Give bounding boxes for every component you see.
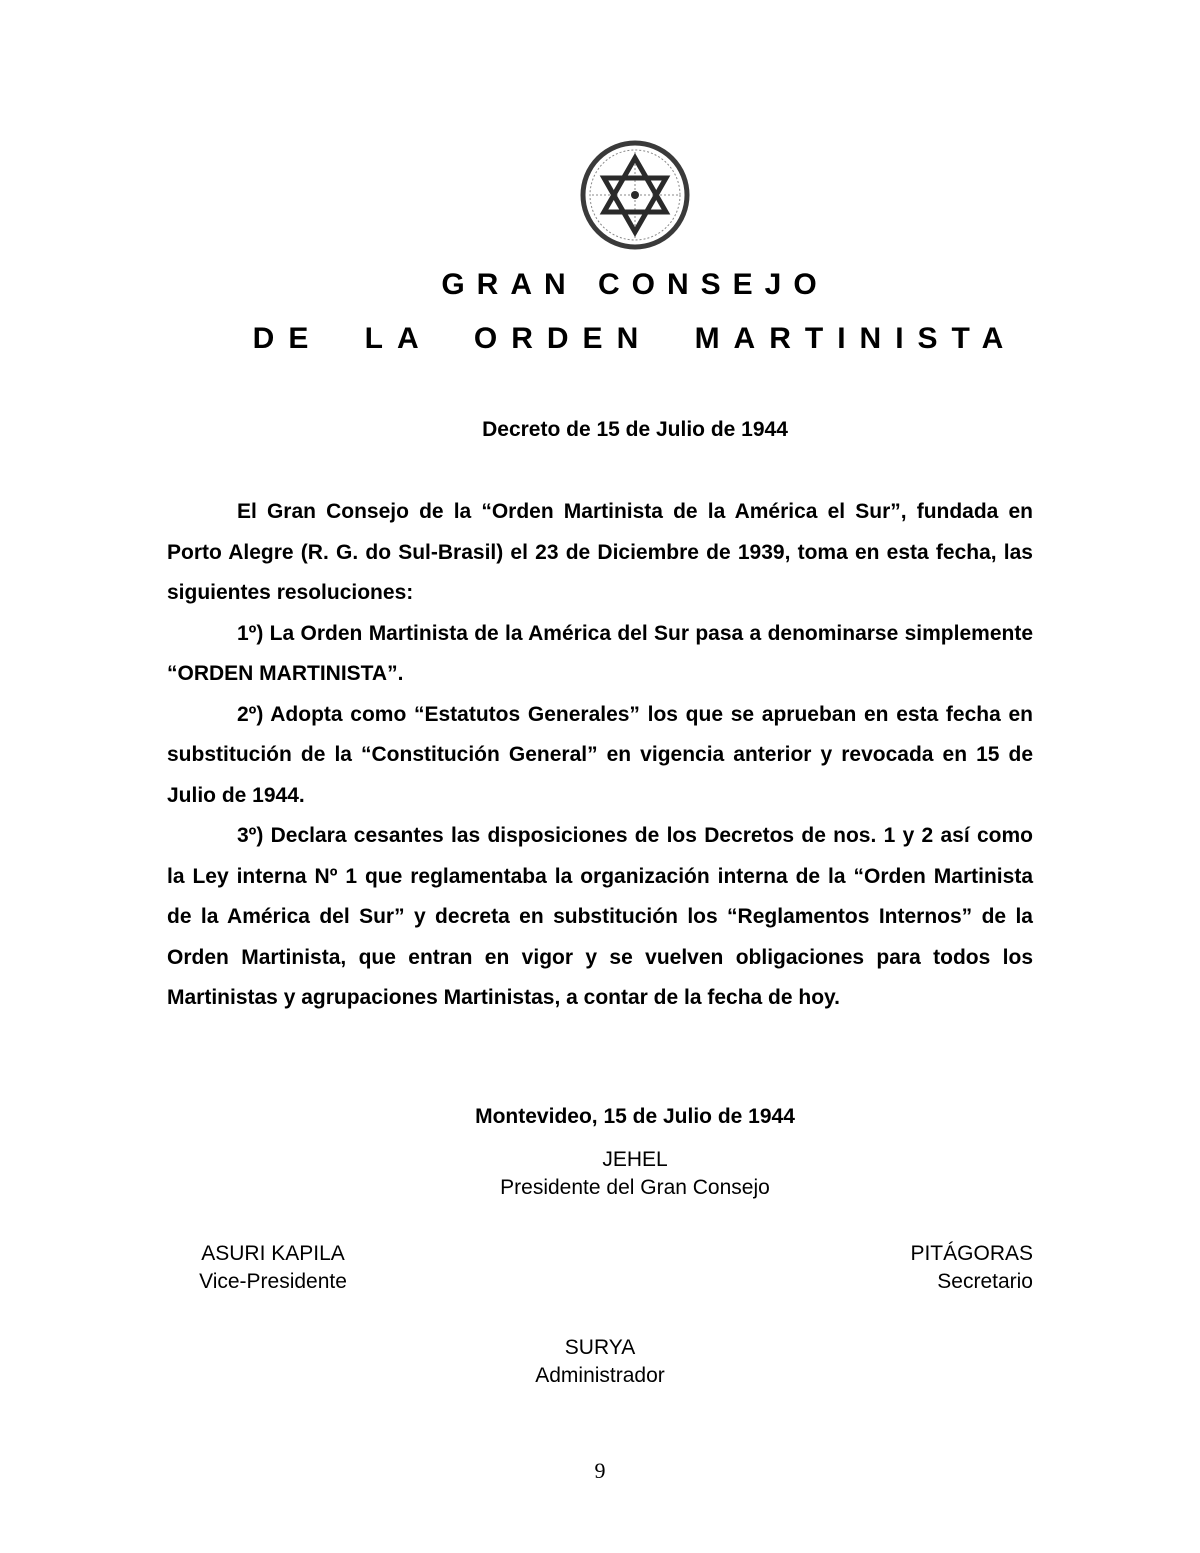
- paragraph-resolution-3: 3º) Declara cesantes las disposiciones de los Decretos de nos. 1 y 2 así como la Ley interna Nº 1 que reglamentaba la organización interna de la “Orden Martinista de la América del Sur” y decreta en substitución los “Reglamentos Internos” de la Orden Martinista, que entran en vigor y se vuelven obligaciones para todos los Martinistas y agrupaciones Martinistas, a contar de la fecha de hoy.: [167, 824, 1033, 1009]
- title-line-1: GRAN CONSEJO: [441, 268, 829, 301]
- decree-date-heading: Decreto de 15 de Julio de 1944: [482, 418, 788, 441]
- decree-body: [167, 492, 1033, 1019]
- signature-role: Secretario: [937, 1270, 1033, 1293]
- paragraph-resolution-2: 2º) Adopta como “Estatutos Generales” los que se aprueban en esta fecha en substitución de la “Constitución General” en vigencia anterior y revocada en 15 de Julio de 1944.: [167, 702, 1033, 807]
- signature-role: Administrador: [535, 1364, 665, 1387]
- signature-name: PITÁGORAS: [910, 1242, 1033, 1265]
- signature-administrator: [0, 1334, 1200, 1390]
- paragraph-resolution-1: 1º) La Orden Martinista de la América del Sur pasa a denominarse simplemente “ORDEN MARTINISTA”.: [167, 621, 1033, 685]
- signature-secretary: [873, 1240, 1033, 1296]
- title-line-2: DE LA ORDEN MARTINISTA: [252, 322, 1018, 355]
- signature-name: SURYA: [564, 1336, 636, 1359]
- signature-role: Presidente del Gran Consejo: [500, 1176, 770, 1199]
- signature-name: ASURI KAPILA: [201, 1242, 345, 1265]
- signature-role: Vice-Presidente: [199, 1270, 347, 1293]
- signature-name: JEHEL: [602, 1148, 668, 1171]
- signature-president: [0, 1146, 1200, 1202]
- paragraph-intro: El Gran Consejo de la “Orden Martinista de la América el Sur”, fundada en Porto Alegre (R. G. do Sul-Brasil) el 23 de Diciembre de 1939, toma en esta fecha, las siguientes resoluciones:: [167, 500, 1033, 604]
- place-date: Montevideo, 15 de Julio de 1944: [475, 1105, 795, 1128]
- page-number: 9: [594, 1458, 606, 1483]
- signature-vice-president: [168, 1240, 378, 1296]
- star-of-david-seal-icon: [578, 140, 692, 250]
